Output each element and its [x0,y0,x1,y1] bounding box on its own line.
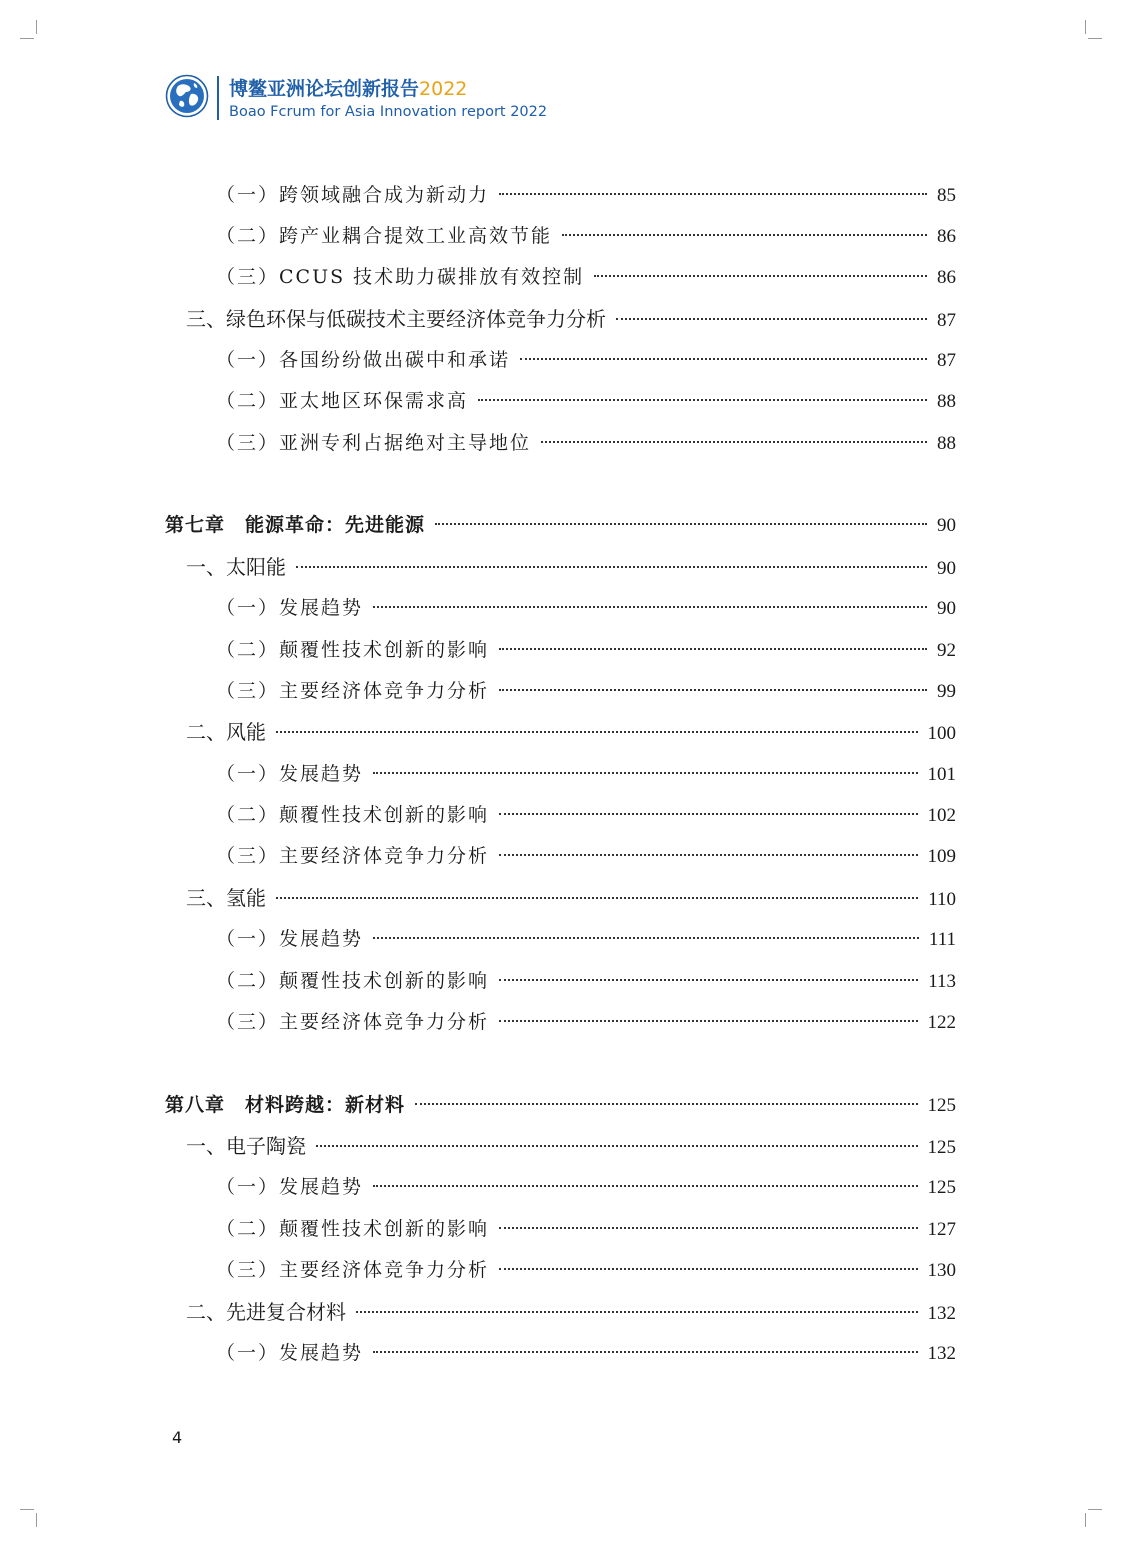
crop-mark [1088,38,1102,39]
toc-entry: （三）CCUS 技术助力碳排放有效控制 86 [216,266,956,288]
toc-entry: （三）主要经济体竞争力分析 122 [216,1011,956,1033]
report-subtitle: Boao Fcrum for Asia Innovation report 2022 [229,104,548,120]
toc-chapter: 第八章 材料跨越：新材料 125 [165,1094,956,1116]
toc-entry: （二）颠覆性技术创新的影响 113 [216,970,956,992]
toc-entry: （三）主要经济体竞争力分析 130 [216,1259,956,1281]
toc-entry: （二）亚太地区环保需求高 88 [216,390,956,412]
toc-entry: 三、绿色环保与低碳技术主要经济体竞争力分析 87 [186,307,956,331]
toc-entry: （三）亚洲专利占据绝对主导地位 88 [216,432,956,454]
crop-mark [1085,20,1086,34]
toc-entry: 二、风能 100 [186,720,956,744]
toc-entry: （一）发展趋势 90 [216,597,956,619]
crop-mark [36,1513,37,1527]
toc-chapter: 第七章 能源革命：先进能源 90 [165,514,956,536]
toc-entry: （一）发展趋势 132 [216,1342,956,1364]
report-title: 博鳌亚洲论坛创新报告2022 [229,78,468,100]
toc-entry: 一、电子陶瓷 125 [186,1134,956,1158]
toc-entry: 二、先进复合材料 132 [186,1300,956,1324]
toc-entry: （一）发展趋势 101 [216,763,956,785]
crop-mark [36,20,37,34]
toc-entry: 三、氢能 110 [186,886,956,910]
toc-entry: （二）颠覆性技术创新的影响 127 [216,1218,956,1240]
crop-mark [1085,1513,1086,1527]
toc-entry: （一）发展趋势 125 [216,1176,956,1198]
toc-entry: 一、太阳能 90 [186,555,956,579]
globe-icon [165,74,209,118]
toc-entry: （三）主要经济体竞争力分析 109 [216,845,956,867]
crop-mark [20,38,34,39]
toc-entry: （二）颠覆性技术创新的影响 92 [216,639,956,661]
toc-entry: （三）主要经济体竞争力分析 99 [216,680,956,702]
toc-entry: （二）跨产业耦合提效工业高效节能 86 [216,225,956,247]
crop-mark [20,1509,34,1510]
toc-entry: （一）发展趋势 111 [216,928,956,950]
toc-entry: （二）颠覆性技术创新的影响 102 [216,804,956,826]
header-divider [217,76,219,120]
page-number: 4 [172,1428,183,1447]
toc-entry: （一）跨领域融合成为新动力 85 [216,184,956,206]
toc-entry: （一）各国纷纷做出碳中和承诺 87 [216,349,956,371]
crop-mark [1088,1509,1102,1510]
